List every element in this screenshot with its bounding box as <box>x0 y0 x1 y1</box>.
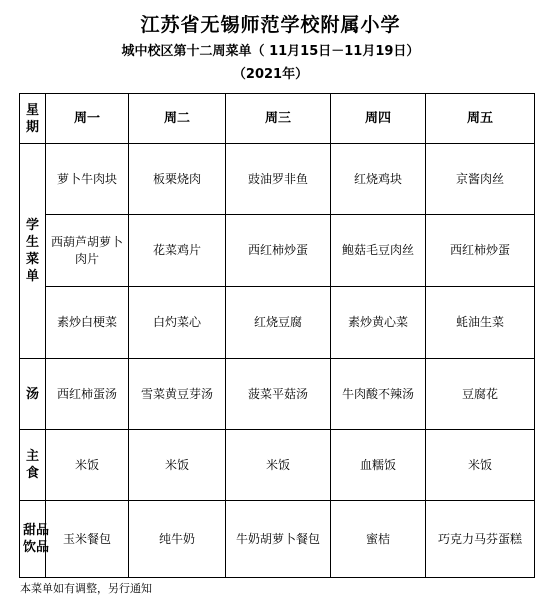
menu-cell: 鲍菇毛豆肉丝 <box>331 215 426 287</box>
category-label: 主食 <box>25 449 39 481</box>
day-header-wed: 周三 <box>226 94 331 144</box>
menu-cell: 牛肉酸不辣汤 <box>331 359 426 430</box>
weekly-menu-table <box>19 93 535 578</box>
menu-cell: 玉米餐包 <box>46 501 129 578</box>
footer-note-partial <box>20 582 160 595</box>
menu-cell: 血糯饭 <box>331 430 426 501</box>
menu-cell: 板栗烧肉 <box>129 144 226 215</box>
menu-cell: 西红柿炒蛋 <box>426 215 535 287</box>
table-row <box>20 287 535 359</box>
category-cell-staple <box>20 430 46 501</box>
school-title: 江苏省无锡师范学校附属小学 <box>140 14 401 36</box>
menu-cell: 西红柿蛋汤 <box>46 359 129 430</box>
menu-cell: 米饭 <box>46 430 129 501</box>
table-row <box>20 501 535 578</box>
menu-cell: 萝卜牛肉块 <box>46 144 129 215</box>
menu-cell: 米饭 <box>426 430 535 501</box>
table-row <box>20 144 535 215</box>
category-cell-student-menu <box>20 144 46 359</box>
category-label: 汤 <box>25 386 39 402</box>
category-label: 甜品饮品 <box>22 523 49 555</box>
menu-cell: 素炒黄心菜 <box>331 287 426 359</box>
day-header-thu: 周四 <box>331 94 426 144</box>
table-row <box>20 430 535 501</box>
menu-cell: 豆腐花 <box>426 359 535 430</box>
menu-cell: 京酱肉丝 <box>426 144 535 215</box>
table-header-row <box>20 94 535 144</box>
category-cell-soup <box>20 359 46 430</box>
menu-cell: 红烧鸡块 <box>331 144 426 215</box>
menu-cell: 素炒白梗菜 <box>46 287 129 359</box>
day-header-tue: 周二 <box>129 94 226 144</box>
day-header-mon: 周一 <box>46 94 129 144</box>
menu-cell: 巧克力马芬蛋糕 <box>426 501 535 578</box>
menu-cell: 蜜桔 <box>331 501 426 578</box>
menu-cell: 豉油罗非鱼 <box>226 144 331 215</box>
menu-cell: 雪菜黄豆芽汤 <box>129 359 226 430</box>
footer-note: 本菜单如有调整，另行通知 <box>20 582 152 595</box>
menu-cell: 红烧豆腐 <box>226 287 331 359</box>
menu-cell: 花菜鸡片 <box>129 215 226 287</box>
menu-cell: 白灼菜心 <box>129 287 226 359</box>
table-row <box>20 215 535 287</box>
menu-cell: 牛奶胡萝卜餐包 <box>226 501 331 578</box>
menu-cell: 菠菜平菇汤 <box>226 359 331 430</box>
category-label: 学生菜单 <box>25 218 39 284</box>
menu-cell: 米饭 <box>129 430 226 501</box>
day-header-fri: 周五 <box>426 94 535 144</box>
menu-subtitle: 城中校区第十二周菜单（ 11月15日－11月19日） <box>121 44 420 59</box>
menu-cell: 纯牛奶 <box>129 501 226 578</box>
menu-cell: 西红柿炒蛋 <box>226 215 331 287</box>
category-cell-dessert-drink <box>20 501 49 578</box>
table-row <box>20 359 535 430</box>
menu-cell: 蚝油生菜 <box>426 287 535 359</box>
menu-cell: 西葫芦胡萝卜肉片 <box>46 215 129 287</box>
corner-label: 星期 <box>25 102 39 135</box>
corner-cell <box>20 94 46 144</box>
menu-cell: 米饭 <box>226 430 331 501</box>
menu-year: （2021年） <box>232 67 309 82</box>
